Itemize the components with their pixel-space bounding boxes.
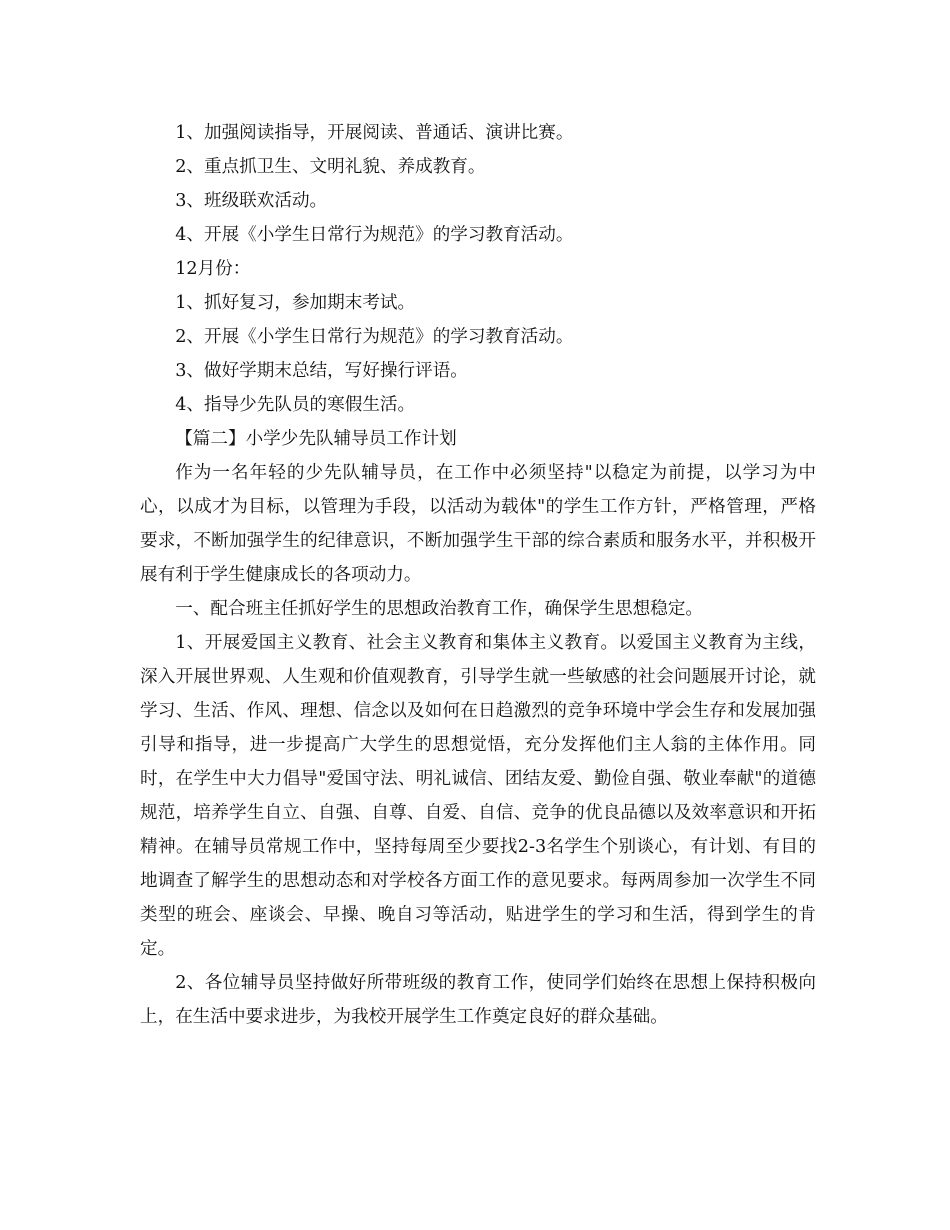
subheading-ideological-education: 一、配合班主任抓好学生的思想政治教育工作，确保学生思想稳定。 (175, 599, 704, 619)
list-item-reading-guidance: 1、加强阅读指导，开展阅读、普通话、演讲比赛。 (175, 123, 574, 143)
list-item-behavior-norms: 4、开展《小学生日常行为规范》的学习教育活动。 (175, 225, 574, 245)
section-heading-part-two: 【篇二】小学少先队辅导员工作计划 (175, 429, 457, 449)
list-item-class-party: 3、班级联欢活动。 (175, 191, 328, 211)
list-item-review-exam: 1、抓好复习，参加期末考试。 (175, 293, 416, 313)
paragraph-patriotic-education: 1、开展爱国主义教育、社会主义教育和集体主义教育。以爱国主义教育为主线，深入开展世界观、人生观和价值观教育，引导学生就一些敏感的社会问题展开讨论，就学习、生活、作风、理想、信念以及如何在日趋激烈的竞争环境中学会生存和发展加强引导和指导，进一步提高广大学生的思想觉悟，充分发挥他们主人翁的主体作用。同时，在学生中大力倡导"爱国守法、明礼诚信、团结友爱、勤俭自强、敬业奉献"的道德规范，培养学生自立、自强、自尊、自爱、自信、竞争的优良品德以及效率意识和开拓精神。在辅导员常规工作中，坚持每周至少要找2-3名学生个别谈心，有计划、有目的地调查了解学生的思想动态和对学校各方面工作的意见要求。每两周参加一次学生不同类型的班会、座谈会、早操、晚自习等活动，贴进学生的学习和生活，得到学生的肯定。 (140, 633, 816, 959)
list-item-winter-vacation: 4、指导少先队员的寒假生活。 (175, 395, 416, 415)
paragraph-intro: 作为一名年轻的少先队辅导员，在工作中必须坚持"以稳定为前提，以学习为中心，以成才为目标，以管理为手段，以活动为载体"的学生工作方针，严格管理，严格要求，不断加强学生的纪律意识，不断加强学生干部的综合素质和服务水平，并积极开展有利于学生健康成长的各项动力。 (140, 463, 816, 585)
paragraph-class-education: 2、各位辅导员坚持做好所带班级的教育工作，使同学们始终在思想上保持积极向上，在生活中要求进步，为我校开展学生工作奠定良好的群众基础。 (140, 973, 816, 1027)
list-item-hygiene-etiquette: 2、重点抓卫生、文明礼貌、养成教育。 (175, 157, 486, 177)
list-item-term-summary: 3、做好学期末总结，写好操行评语。 (175, 361, 468, 381)
month-heading-december: 12月份： (175, 259, 251, 279)
list-item-behavior-norms-december: 2、开展《小学生日常行为规范》的学习教育活动。 (175, 327, 574, 347)
document-body (140, 116, 816, 1034)
